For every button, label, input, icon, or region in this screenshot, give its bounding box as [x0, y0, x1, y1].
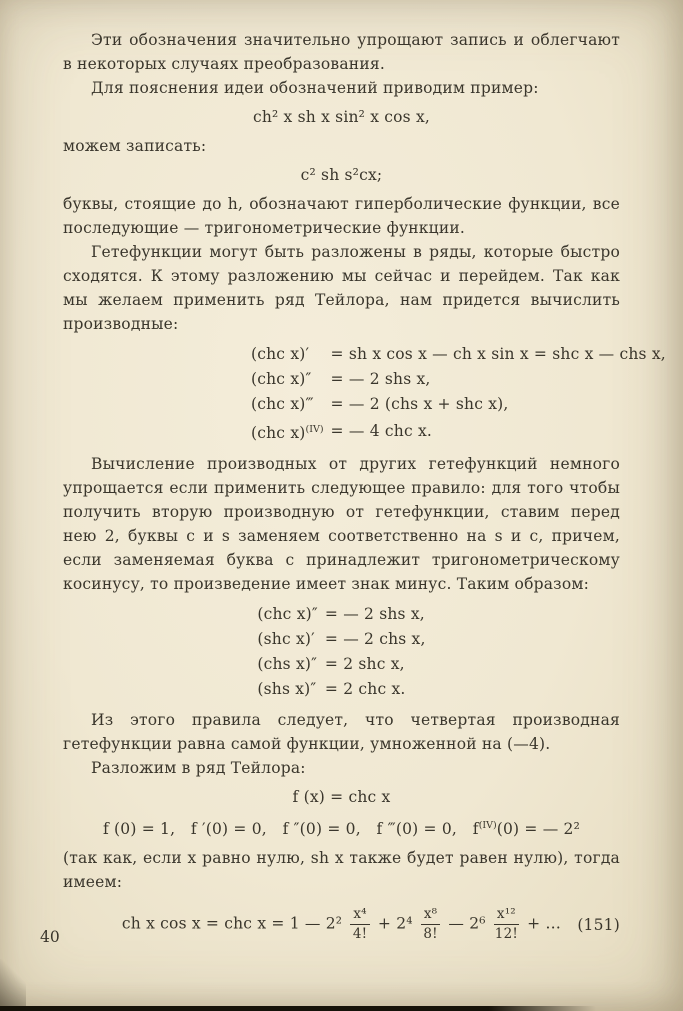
f-values-post: (0) = — 2²: [496, 820, 581, 839]
paragraph-example-intro: Для пояснения идеи обозначений приводим пример:: [91, 79, 539, 97]
eq151-lhs: ch x cos x = chc x = 1 — 2²: [121, 914, 343, 933]
paragraph-can-write: можем записать:: [63, 137, 207, 155]
formula-f-values: [63, 814, 620, 841]
paragraph-fourth-derivative: Из этого правила следует, что четвертая производная гетефункции равна самой функции, умноженной на (—4).: [63, 711, 620, 754]
equation-rhs: = — 2 shs x,: [330, 370, 431, 388]
rule-equations-body: [257, 602, 425, 702]
page-number: 40: [40, 928, 60, 946]
equation-lhs: [257, 602, 318, 627]
equation-rhs: = sh x cos x — ch x sin x = shc x — chs x,: [330, 345, 666, 363]
formula-shorthand: c² sh s²cx;: [300, 166, 383, 184]
equation-superscript-iv: (IV): [305, 424, 324, 435]
fraction-x8-over-8fact: [421, 906, 440, 943]
fraction-x12-over-12fact: [494, 906, 519, 943]
scan-bottom-edge: [0, 1006, 596, 1011]
equation-lhs: [257, 677, 318, 702]
scan-corner-shadow: [0, 959, 26, 1011]
equation-151: [63, 906, 620, 943]
equation-lhs: [251, 417, 324, 446]
equation-line: [251, 342, 666, 367]
paragraph-rule: Вычисление производных от других гетефункций немного упрощается если применить следующее правило: для того чтобы получить вторую производную от гетефункции, ставим перед нею 2, буквы c и s заменяем соответственно на s и c, причем, если заменяемая буква c принадлежит тригонометрическому косинусу, то произведение имеет знак минус. Таким образом:: [63, 455, 620, 594]
derivative-equations-block: [251, 342, 666, 446]
formula-fx-definition: f (x) = chc x: [292, 788, 391, 807]
fraction-denominator: 12!: [494, 926, 518, 943]
formula-hyperbolic-product: ch² x sh x sin² x cos x,: [252, 108, 431, 126]
equation-lhs: [257, 652, 318, 677]
fraction-numerator: x¹²: [494, 906, 519, 925]
equation-lhs: [251, 342, 324, 367]
equation-base: (chc x)′: [251, 345, 310, 363]
paragraph-zero-note: (так как, если x равно нулю, sh x также будет равен нулю), тогда имеем:: [63, 849, 620, 892]
equation-rhs: = — 2 shs x,: [324, 605, 425, 624]
equation-line: [251, 367, 666, 392]
equation-lhs: [251, 392, 324, 417]
rule-equations-block: [257, 602, 425, 702]
derivative-equations-body: [251, 342, 666, 446]
equation-base: (chs x)″: [257, 655, 318, 674]
equation-line: [257, 602, 425, 627]
equation-rhs: = — 2 chs x,: [324, 630, 426, 649]
paragraph-notation-benefit: Эти обозначения значительно упрощают запись и облегчают в некоторых случаях преобразования.: [63, 31, 620, 73]
equation-line: [257, 652, 425, 677]
equation-base: (chc x): [251, 424, 306, 443]
equation-rhs: = — 2 (chs x + shc x),: [330, 395, 509, 413]
equation-lhs: [257, 627, 318, 652]
equation-lhs: [251, 367, 324, 392]
eq151-op2: — 2⁶: [448, 914, 486, 933]
f-values-pre: f (0) = 1, f ′(0) = 0, f ″(0) = 0, f ‴(0) = 0, f: [102, 820, 479, 839]
equation-base: (shc x)′: [257, 630, 315, 649]
equation-base: (chc x)″: [251, 370, 312, 388]
page-content: [63, 28, 666, 943]
eq151-tail: + …: [527, 914, 562, 933]
equation-base: (chc x)‴: [251, 395, 314, 413]
equation-line: [251, 392, 666, 417]
equation-rhs: = 2 chc x.: [324, 680, 406, 699]
fraction-numerator: x⁴: [350, 906, 369, 925]
equation-line: [251, 417, 666, 446]
fraction-denominator: 4!: [352, 926, 368, 943]
equation-line: [257, 627, 425, 652]
equation-number: (151): [577, 915, 620, 934]
fraction-denominator: 8!: [423, 926, 438, 943]
paragraph-taylor-intro: Разложим в ряд Тейлора:: [91, 759, 306, 778]
eq151-op1: + 2⁴: [377, 914, 413, 933]
f-values-superscript-iv: (IV): [478, 820, 497, 832]
fraction-numerator: x⁸: [421, 906, 440, 925]
equation-line: [257, 677, 425, 702]
equation-base: (chc x)″: [257, 605, 318, 624]
paragraph-series-intro: Гетефункции могут быть разложены в ряды, которые быстро сходятся. К этому разложению мы сейчас и перейдем. Так как мы желаем применить ряд Тейлора, нам придется вычислить производные:: [63, 243, 620, 333]
paragraph-letters-meaning: буквы, стоящие до h, обозначают гиперболические функции, все последующие — тригонометрические функции.: [63, 195, 620, 237]
equation-base: (shs x)″: [257, 680, 317, 699]
equation-rhs: = 2 shc x,: [324, 655, 405, 674]
equation-rhs: = — 4 chc x.: [330, 422, 433, 441]
fraction-x4-over-4fact: [350, 906, 369, 943]
